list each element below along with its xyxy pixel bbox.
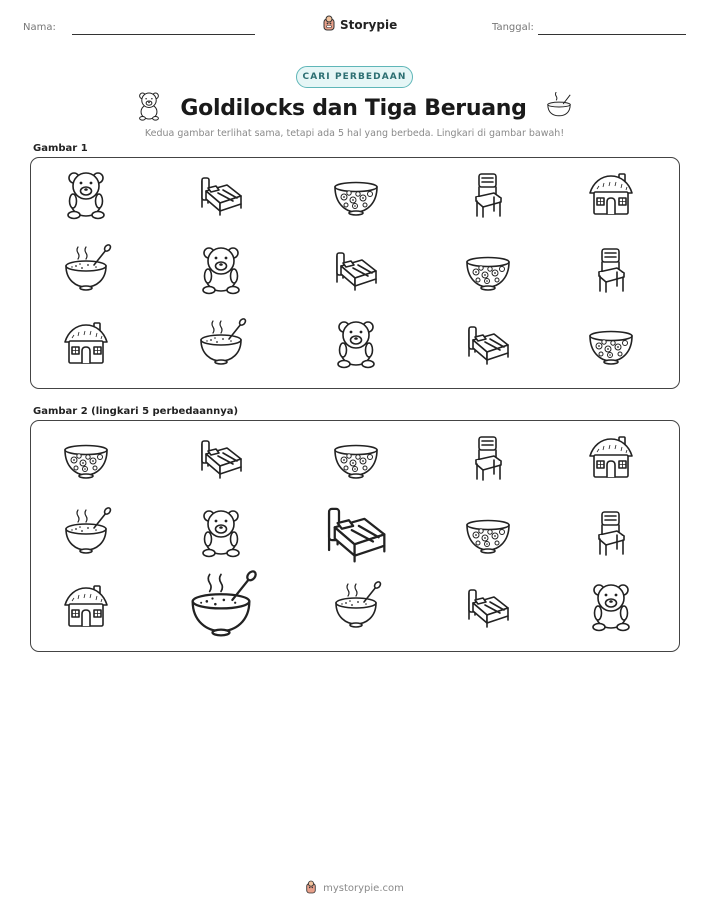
picture1-bear-item[interactable] (62, 171, 110, 219)
bear-icon (62, 171, 110, 219)
picture2-porridge-bowl-item[interactable] (62, 509, 110, 557)
instructions: Kedua gambar terlihat sama, tetapi ada 5 hal yang berbeda. Lingkari di gambar bawah! (144, 128, 565, 139)
bed-icon (322, 499, 390, 567)
flower-bowl-icon (587, 320, 635, 368)
picture1-bed-item[interactable] (464, 320, 512, 368)
cottage-icon (587, 171, 635, 219)
flower-bowl-icon (464, 246, 512, 294)
bed-icon (197, 171, 245, 219)
worksheet-header (0, 14, 709, 44)
picture2-label: Gambar 2 (lingkari 5 perbedaannya) (33, 406, 239, 417)
picture2-porridge-bowl-item[interactable] (332, 583, 380, 631)
bear-icon (197, 509, 245, 557)
category-badge: CARI PERBEDAAN (296, 66, 413, 88)
brand-logo (322, 15, 397, 35)
picture2-cottage-item[interactable] (587, 434, 635, 482)
bear-icon (587, 583, 635, 631)
picture2-chair-item[interactable] (587, 509, 635, 557)
flower-bowl-icon (62, 434, 110, 482)
cottage-icon (587, 434, 635, 482)
chair-icon (464, 434, 512, 482)
picture1-chair-item[interactable] (464, 171, 512, 219)
porridge-bowl-icon (197, 320, 245, 368)
picture2-flower-bowl-item[interactable] (464, 509, 512, 557)
page-title: Goldilocks dan Tiga Beruang (180, 95, 527, 121)
footer-logo-icon (305, 880, 317, 897)
name-label: Nama: (23, 22, 56, 33)
picture1-flower-bowl-item[interactable] (332, 171, 380, 219)
cottage-icon (62, 583, 110, 631)
title-bear-icon (136, 91, 162, 125)
bear-icon (197, 246, 245, 294)
picture1-bear-item[interactable] (332, 320, 380, 368)
storypie-logo-icon (322, 15, 336, 35)
picture2-bear-item[interactable] (197, 509, 245, 557)
picture1-cottage-item[interactable] (587, 171, 635, 219)
bed-icon (332, 246, 380, 294)
bed-icon (464, 583, 512, 631)
porridge-bowl-icon (62, 246, 110, 294)
picture2-porridge-bowl-item[interactable] (187, 573, 255, 641)
title-porridge-bowl-icon (545, 92, 573, 124)
bed-icon (464, 320, 512, 368)
picture1-panel (30, 157, 680, 389)
picture2-bed-item[interactable] (197, 434, 245, 482)
picture1-chair-item[interactable] (587, 246, 635, 294)
flower-bowl-icon (332, 171, 380, 219)
bear-icon (332, 320, 380, 368)
chair-icon (587, 509, 635, 557)
chair-icon (587, 246, 635, 294)
date-label: Tanggal: (492, 22, 534, 33)
name-line[interactable] (72, 34, 255, 35)
picture2-bed-item[interactable] (322, 499, 390, 567)
date-line[interactable] (538, 34, 686, 35)
chair-icon (464, 171, 512, 219)
picture2-cottage-item[interactable] (62, 583, 110, 631)
picture1-porridge-bowl-item[interactable] (62, 246, 110, 294)
title-row (0, 90, 709, 126)
porridge-bowl-icon (187, 573, 255, 641)
brand-name: Storypie (340, 18, 398, 32)
picture1-flower-bowl-item[interactable] (464, 246, 512, 294)
cottage-icon (62, 320, 110, 368)
picture1-bed-item[interactable] (332, 246, 380, 294)
picture2-panel[interactable] (30, 420, 680, 652)
picture2-flower-bowl-item[interactable] (332, 434, 380, 482)
picture1-bear-item[interactable] (197, 246, 245, 294)
bed-icon (197, 434, 245, 482)
picture2-flower-bowl-item[interactable] (62, 434, 110, 482)
picture1-porridge-bowl-item[interactable] (197, 320, 245, 368)
picture1-cottage-item[interactable] (62, 320, 110, 368)
flower-bowl-icon (332, 434, 380, 482)
flower-bowl-icon (464, 509, 512, 557)
porridge-bowl-icon (332, 583, 380, 631)
footer (0, 880, 709, 897)
picture2-bed-item[interactable] (464, 583, 512, 631)
picture1-label: Gambar 1 (33, 143, 88, 154)
picture2-chair-item[interactable] (464, 434, 512, 482)
picture2-bear-item[interactable] (587, 583, 635, 631)
picture1-flower-bowl-item[interactable] (587, 320, 635, 368)
footer-site: mystorypie.com (323, 883, 404, 894)
porridge-bowl-icon (62, 509, 110, 557)
picture1-bed-item[interactable] (197, 171, 245, 219)
